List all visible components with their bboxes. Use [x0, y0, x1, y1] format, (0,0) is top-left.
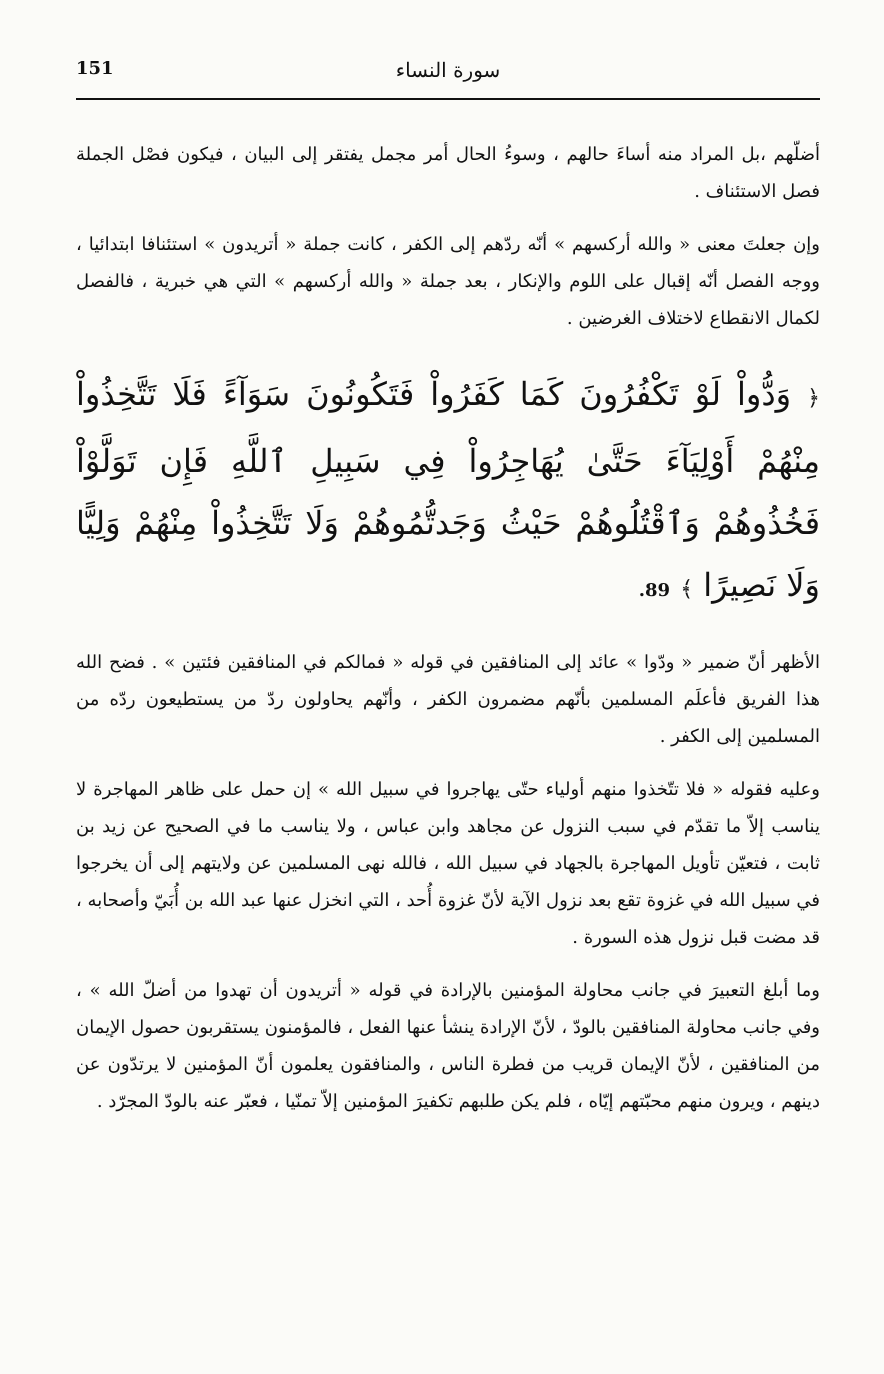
page-number: 151 — [76, 58, 114, 79]
verse-close-bracket: ﴾ — [680, 577, 694, 602]
paragraph: أضلّهم ،بل المراد منه أساءَ حالهم ، وسوءُ الحال أمر مجمل يفتقر إلى البيان ، فيكون فصْل الجملة فصل الاستئناف . — [76, 144, 820, 202]
verse-number: 89. — [638, 580, 671, 601]
verse-open-bracket: ﴿ — [807, 386, 821, 411]
commentary-paragraph: وعليه فقوله « فلا تتّخذوا منهم أولياء حتّى يهاجروا في سبيل الله » إن حمل على ظاهر المهاجرة لا يناسب إلاّ ما تقدّم في سبب النزول عن مجاهد وابن عباس ، ولا يناسب ما في الصحيح عن زيد بن ثابت ، فتعيّن تأويل المهاجرة بالجهاد في سبيل الله ، فالله نهى المسلمين عن ولايتهم إلى أن يخرجوا في سبيل الله في غزوة تقع بعد نزول الآية لأنّ غزوة أُحد ، التي انخزل عنها عبد الله بن أُبَيّ وأصحابه ، قد مضت قبل نزول هذه السورة . — [76, 779, 820, 948]
commentary-paragraph: وما أبلغ التعبيرَ في جانب محاولة المؤمنين بالإرادة في قوله « أتريدون أن تهدوا من أضلّ الله » ، وفي جانب محاولة المنافقين بالودّ ، لأنّ الإرادة ينشأ عنها الفعل ، فالمؤمنون يستقربون حصول الإيمان من المنافقين ، لأنّ الإيمان قريب من فطرة الناس ، والمنافقون يعلمون أنّ المؤمنين لا يرتدّون عن دينهم ، ويرون منهم محبّتهم إيّاه ، فلم يكن طلبهم تكفيرَ المؤمنين إلاّ تمنّيا ، فعبّر عنه بالودّ المجرّد . — [76, 980, 820, 1112]
paragraph: وإن جعلتَ معنى « والله أركسهم » أنّه ردّهم إلى الكفر ، كانت جملة « أتريدون » استئنافا ابتدائيا ، ووجه الفصل أنّه إقبال على اللوم والإنكار ، بعد جملة « والله أركسهم » التي هي خبرية ، فالفصل لكمال الانقطاع لاختلاف الغرضين . — [76, 234, 820, 329]
verse-text: وَدُّواْ لَوْ تَكْفُرُونَ كَمَا كَفَرُواْ فَتَكُونُونَ سَوَآءً فَلَا تَتَّخِذُواْ مِنْهُمْ أَوْلِيَآءَ حَتَّىٰ يُهَاجِرُواْ فِي سَبِيلِ ٱللَّهِ فَإِن تَوَلَّوْاْ فَخُذُوهُمْ وَٱقْتُلُوهُمْ حَيْثُ وَجَدتُّمُوهُمْ وَلَا تَتَّخِذُواْ مِنْهُمْ وَلِيًّا وَلَا نَصِيرًا — [76, 375, 820, 604]
surah-title: سورة النساء — [395, 58, 501, 82]
commentary-paragraph: الأظهر أنّ ضمير « ودّوا » عائد إلى المنافقين في قوله « فمالكم في المنافقين فئتين » . فضح الله هذا الفريق فأعلَم المسلمين بأنّهم مضمرون الكفر ، وأنّهم يحاولون ردّ من يستطيعون ردّه من المسلمين إلى الكفر . — [76, 652, 820, 747]
quran-verse — [76, 363, 820, 622]
page-header — [76, 58, 820, 100]
page-body — [76, 136, 820, 1136]
